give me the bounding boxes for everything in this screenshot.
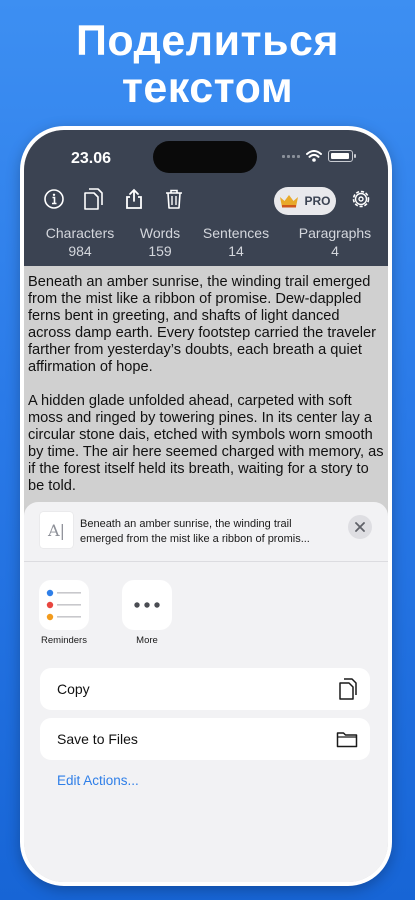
share-icon[interactable]	[121, 186, 147, 212]
app-label: Reminders	[41, 635, 87, 646]
status-icons	[282, 150, 353, 162]
status-time: 23.06	[71, 150, 112, 167]
wifi-icon	[306, 150, 322, 162]
action-label: Copy	[57, 681, 90, 697]
share-preview-text: Beneath an amber sunrise, the winding trail emerged from the mist like a ribbon of promis...	[80, 518, 310, 545]
toolbar	[24, 186, 388, 216]
phone-screen	[24, 130, 388, 882]
app-label: More	[136, 635, 158, 646]
save-to-files-action[interactable]	[40, 718, 370, 760]
share-preview	[24, 502, 388, 562]
settings-gear-icon[interactable]	[348, 186, 374, 212]
promo-line-1: Поделиться	[75, 17, 340, 65]
copy-documents-icon[interactable]	[80, 186, 106, 212]
promo-line-2: текстом	[121, 64, 294, 112]
stat-paragraphs	[288, 224, 382, 260]
more-dots-icon	[122, 580, 172, 630]
folder-icon	[336, 730, 358, 748]
promo-headline	[0, 18, 415, 112]
close-button[interactable]	[348, 515, 372, 539]
copy-icon	[338, 677, 358, 701]
edit-actions-link[interactable]: Edit Actions...	[57, 773, 139, 788]
share-app-more[interactable]	[115, 580, 179, 646]
signal-icon	[282, 155, 300, 158]
info-icon[interactable]	[41, 186, 67, 212]
action-label: Save to Files	[57, 731, 138, 747]
stat-value: 4	[331, 243, 339, 259]
stat-value: 984	[68, 243, 92, 259]
pro-label: PRO	[304, 194, 331, 208]
stat-value: 14	[228, 243, 244, 259]
stat-sentences	[184, 224, 288, 260]
phone-frame	[20, 126, 392, 886]
document-text-area[interactable]	[24, 266, 388, 506]
stat-characters	[24, 224, 136, 260]
share-sheet	[24, 502, 388, 882]
stat-label: Sentences	[202, 225, 270, 241]
document-paragraph: A hidden glade unfolded ahead, carpeted with soft moss and ringed by towering pines. In its center lay a circular stone dais, etched with symbols worn smooth by time. The air here seemed charged with memory, as if the forest itself held its breath, waiting for a story to be told.	[28, 393, 384, 494]
battery-icon	[328, 150, 353, 162]
text-document-icon: A|	[40, 512, 73, 548]
trash-icon[interactable]	[161, 186, 187, 212]
top-bar	[24, 130, 388, 266]
stat-words	[136, 224, 184, 260]
reminders-list-icon	[39, 580, 89, 630]
stat-label: Words	[139, 225, 181, 241]
stat-label: Characters	[45, 225, 115, 241]
dynamic-island	[153, 141, 257, 173]
stat-value: 159	[148, 243, 172, 259]
text-stats	[24, 224, 388, 260]
crown-icon	[279, 194, 299, 208]
stat-label: Paragraphs	[298, 225, 372, 241]
copy-action[interactable]	[40, 668, 370, 710]
document-paragraph: Beneath an amber sunrise, the winding trail emerged from the mist like a ribbon of promise. Dew-dappled ferns bent in greeting, and shafts of light danced across damp earth. Every footstep carried the traveler farther from yesterday’s doubts, each breath a quiet affirmation of hope.	[28, 274, 376, 375]
pro-button[interactable]	[274, 187, 336, 215]
close-icon	[355, 522, 365, 532]
share-app-reminders[interactable]	[32, 580, 96, 646]
